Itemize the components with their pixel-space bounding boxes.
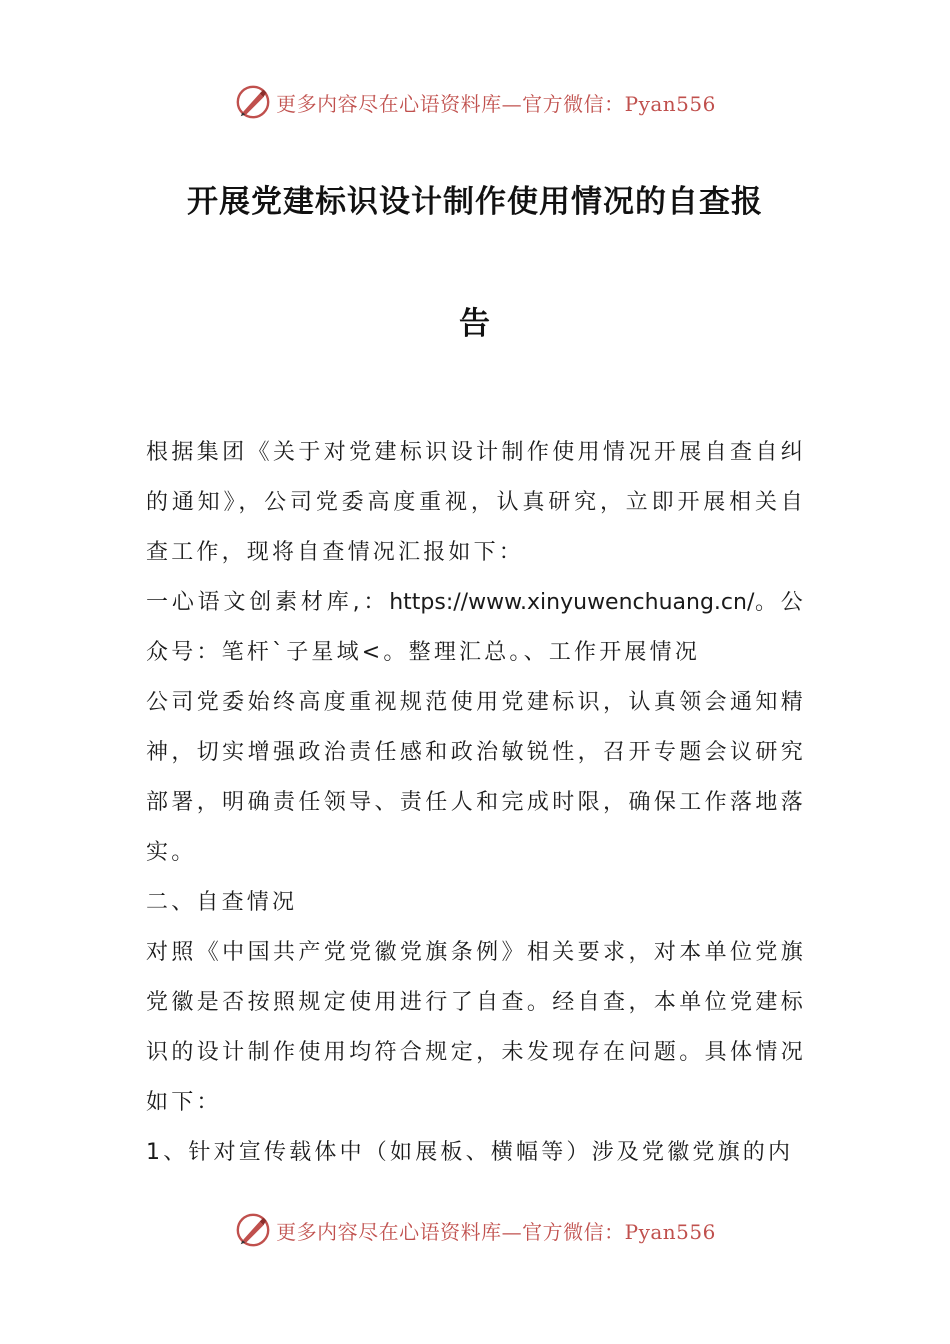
paragraph-source-note [146,578,806,678]
source-url-link[interactable]: https://www.xinyuwenchuang.cn/ [389,590,755,615]
document-body [146,428,806,1178]
source-note-prefix: 一心语文创素材库,： [146,590,390,615]
pen-logo-icon [234,1211,272,1249]
paragraph-intro: 根据集团《关于对党建标识设计制作使用情况开展自查自纠的通知》，公司党委高度重视，认真研究，立即开展相关自查工作，现将自查情况汇报如下： [146,440,806,565]
pen-logo-icon [234,83,272,121]
section-heading-self-check: 二、自查情况 [146,890,298,915]
paragraph-work-status: 公司党委始终高度重视规范使用党建标识，认真领会通知精神，切实增强政治责任感和政治敏锐性，召开专题会议研究部署，明确责任领导、责任人和完成时限，确保工作落地落实。 [146,690,806,865]
document-title-line-2: 告 [459,306,491,342]
source-note-suffix: 。公众号：笔杆`子星域<。整理汇总。、工作开展情况 [146,590,807,665]
paragraph-item-1: 1、针对宣传载体中（如展板、横幅等）涉及党徽党旗的内 [146,1140,794,1165]
footer-watermark-banner [0,1208,950,1252]
paragraph-self-check: 对照《中国共产党党徽党旗条例》相关要求，对本单位党旗党徽是否按照规定使用进行了自查。经自查，本单位党建标识的设计制作使用均符合规定，未发现存在问题。具体情况如下： [146,940,806,1115]
watermark-text: 更多内容尽在心语资料库—官方微信：Pyan556 [276,1219,716,1244]
document-title-line-1: 开展党建标识设计制作使用情况的自查报 [187,184,763,220]
header-watermark-banner [0,80,950,124]
watermark-text: 更多内容尽在心语资料库—官方微信：Pyan556 [276,91,716,116]
